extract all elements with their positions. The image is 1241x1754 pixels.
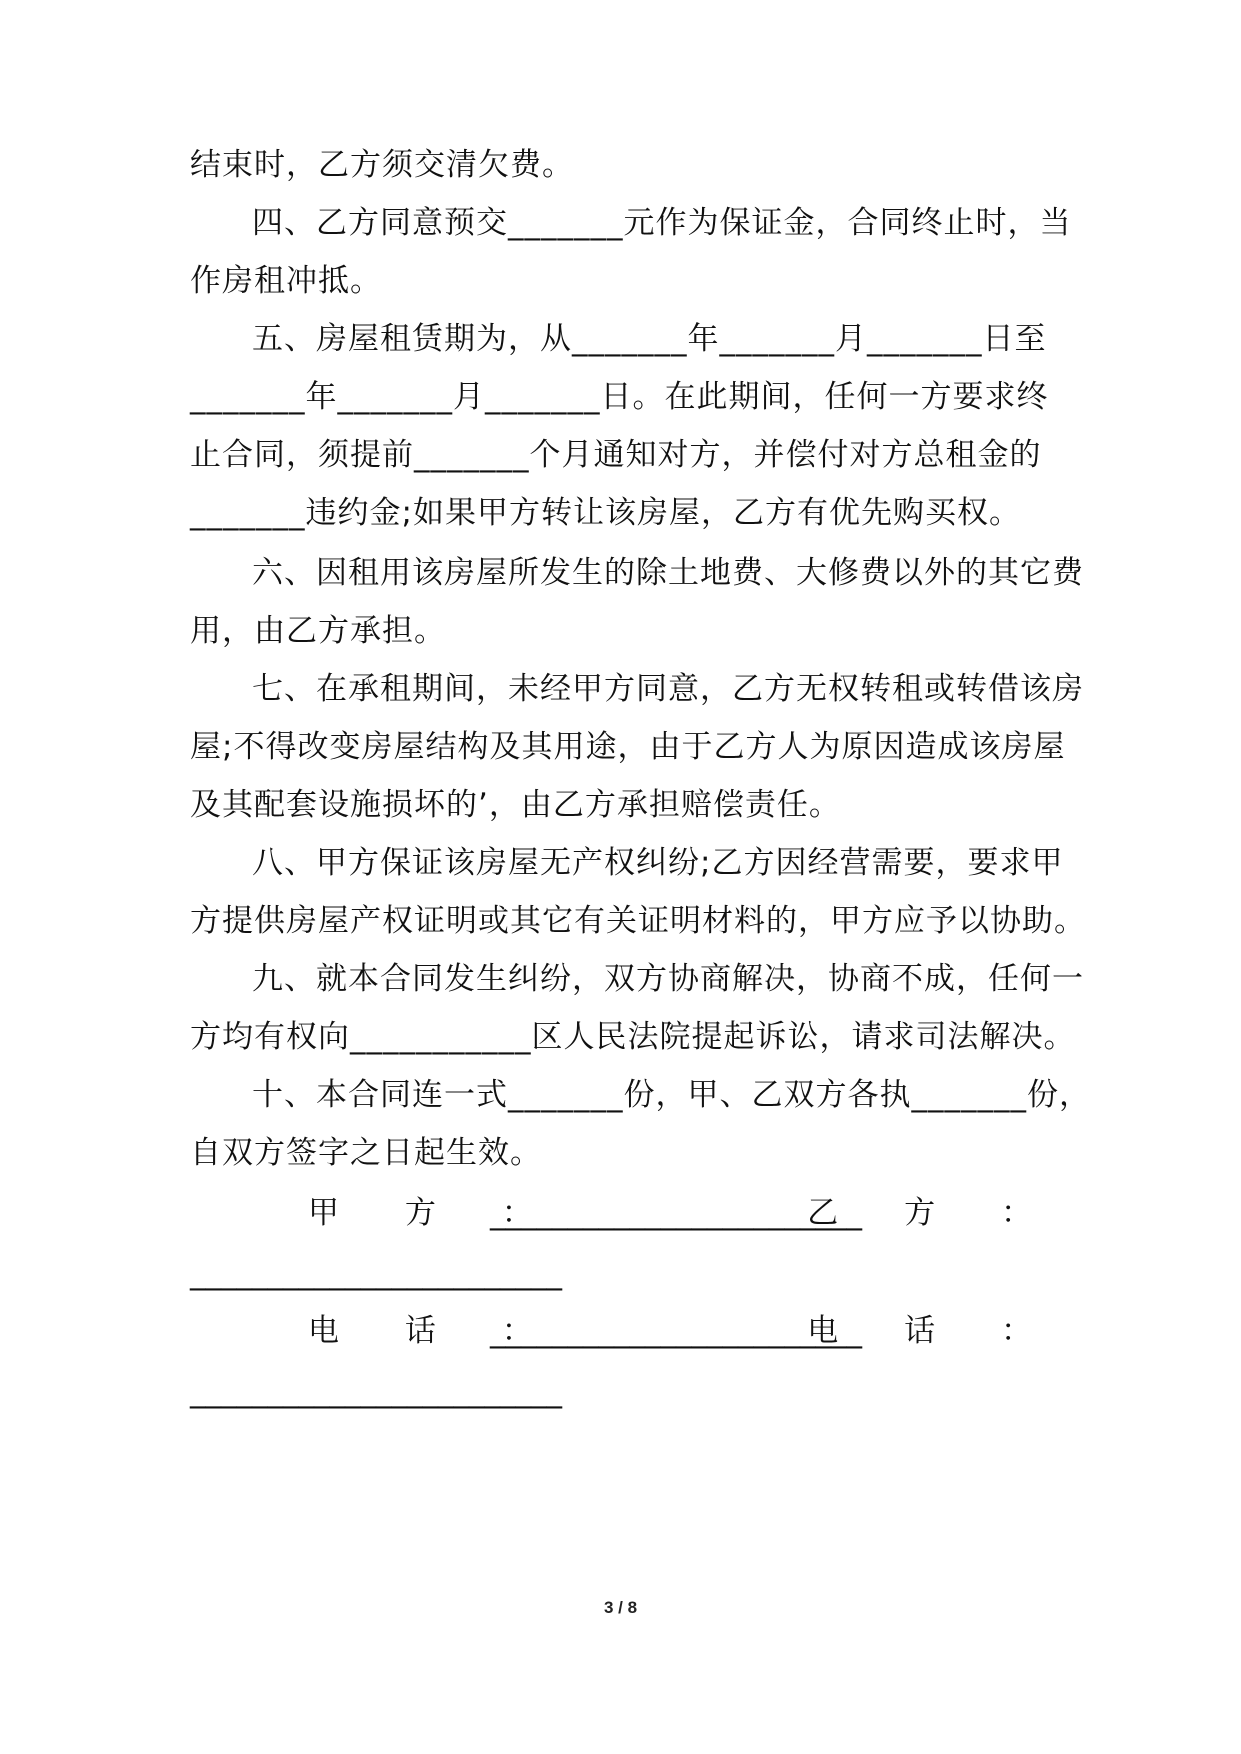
party-b-blank: ________________________ [190,1255,562,1291]
paragraph-line: 五、房屋租赁期为，从_______年_______月_______日至 [252,321,1047,357]
page-number: 3 / 8 [603,1598,638,1617]
paragraph-line: 结束时，乙方须交清欠费。 [190,147,574,183]
paragraph-line: 用，由乙方承担。 [190,613,446,649]
paragraph-line: 及其配套设施损坏的’，由乙方承担赔偿责任。 [190,787,841,823]
paragraph-line: 方提供房屋产权证明或其它有关证明材料的，甲方应予以协助。 [190,903,1086,939]
paragraph-line: _______违约金;如果甲方转让该房屋，乙方有优先购买权。 [190,495,1021,531]
signature-row-phone [190,1311,1060,1351]
party-b-label: 乙 方 ： [807,1195,1060,1231]
paragraph-line: 四、乙方同意预交_______元作为保证金，合同终止时，当 [252,205,1072,241]
phone-a-label: 电 话 ： [308,1313,561,1349]
paragraph-line: 七、在承租期间，未经甲方同意，乙方无权转租或转借该房 [252,671,1084,707]
paragraph-line: 屋;不得改变房屋结构及其用途，由于乙方人为原因造成该房屋 [190,729,1066,765]
phone-a-blank: ________________________ [490,1313,862,1349]
paragraph-line: 止合同，须提前_______个月通知对方，并偿付对方总租金的 [190,437,1042,473]
phone-b-label: 电 话 ： [807,1313,1060,1349]
paragraph-line: 作房租冲抵。 [190,263,382,299]
paragraph-line: 六、因租用该房屋所发生的除土地费、大修费以外的其它费 [252,555,1084,591]
paragraph-line: 九、就本合同发生纠纷，双方协商解决，协商不成，任何一 [252,961,1084,997]
signature-row-party [190,1193,1060,1233]
paragraph-line: 十、本合同连一式_______份，甲、乙双方各执_______份， [252,1077,1091,1113]
paragraph-line: _______年_______月_______日。在此期间，任何一方要求终 [190,379,1049,415]
party-a-label: 甲 方 ： [308,1195,561,1231]
paragraph-line: 八、甲方保证该房屋无产权纠纷;乙方因经营需要，要求甲 [252,845,1064,881]
phone-b-blank: ________________________ [190,1373,562,1409]
paragraph-line: 自双方签字之日起生效。 [190,1135,542,1171]
paragraph-line: 方均有权向___________区人民法院提起诉讼，请求司法解决。 [190,1019,1076,1055]
party-a-blank: ________________________ [490,1195,862,1231]
